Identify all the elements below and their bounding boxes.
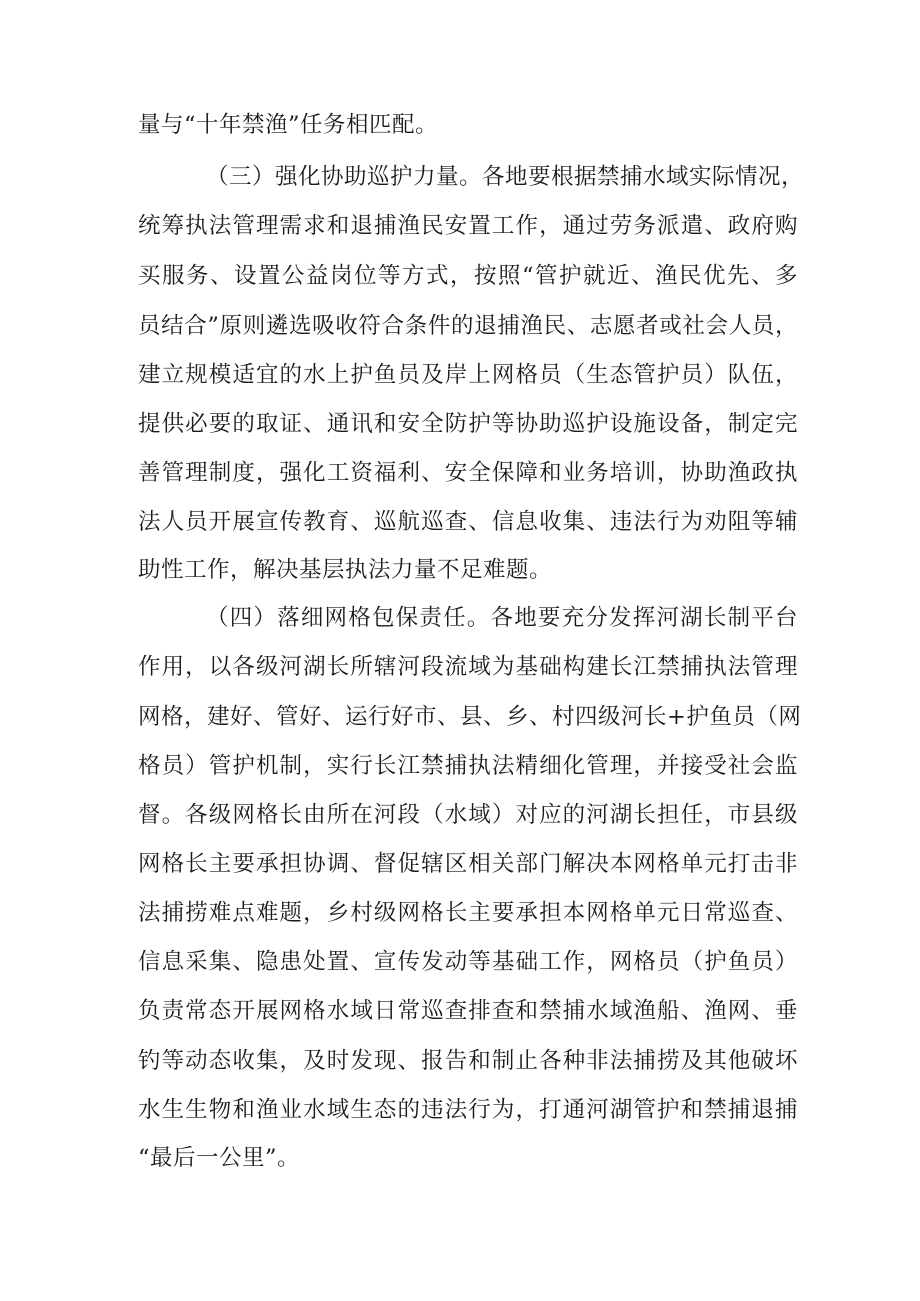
text-line-3: 统筹执法管理需求和退捕渔民安置工作，通过劳务派遣、政府购 [138,213,798,239]
text-line-17: 法捕捞难点难题，乡村级网格长主要承担本网格单元日常巡查、 [138,900,798,926]
text-line-22: “最后一公里”。 [138,1145,301,1171]
text-line-4: 买服务、设置公益岗位等方式，按照“管护就近、渔民优先、多 [138,263,798,289]
text-line-10: 助性工作，解决基层执法力量不足难题。 [138,557,553,583]
text-line-21: 水生生物和渔业水域生态的违法行为，打通河湖管护和禁捕退捕 [138,1097,798,1123]
text-line-9: 法人员开展宣传教育、巡航巡查、信息收集、违法行为劝阻等辅 [138,509,798,535]
text-line-15: 督。各级网格长由所在河段（水域）对应的河湖长担任，市县级 [138,802,798,828]
text-line-19: 负责常态开展网格水域日常巡查排查和禁捕水域渔船、渔网、垂 [138,998,798,1024]
text-line-1: 量与“十年禁渔”任务相匹配。 [138,112,439,138]
text-line-5: 员结合”原则遴选吸收符合条件的退捕渔民、志愿者或社会人员， [138,313,798,339]
text-line-6: 建立规模适宜的水上护鱼员及岸上网格员（生态管护员）队伍， [138,362,798,388]
text-line-20: 钓等动态收集，及时发现、报告和制止各种非法捕捞及其他破坏 [138,1048,798,1074]
section-3-heading-line: （三）强化协助巡护力量。各地要根据禁捕水域实际情况， [206,164,805,190]
text-line-16: 网格长主要承担协调、督促辖区相关部门解决本网格单元打击非 [138,851,798,877]
text-line-12: 作用，以各级河湖长所辖河段流域为基础构建长江禁捕执法管理 [138,654,798,680]
section-4-heading-line: （四）落细网格包保责任。各地要充分发挥河湖长制平台 [206,605,798,631]
text-line-8: 善管理制度，强化工资福利、安全保障和业务培训，协助渔政执 [138,460,798,486]
text-line-13: 网格，建好、管好、运行好市、县、乡、村四级河长+护鱼员（网 [138,704,802,730]
text-line-7: 提供必要的取证、通讯和安全防护等协助巡护设施设备，制定完 [138,411,798,437]
text-line-18: 信息采集、隐患处置、宣传发动等基础工作，网格员（护鱼员） [138,949,798,975]
text-line-14: 格员）管护机制，实行长江禁捕执法精细化管理，并接受社会监 [138,753,798,779]
